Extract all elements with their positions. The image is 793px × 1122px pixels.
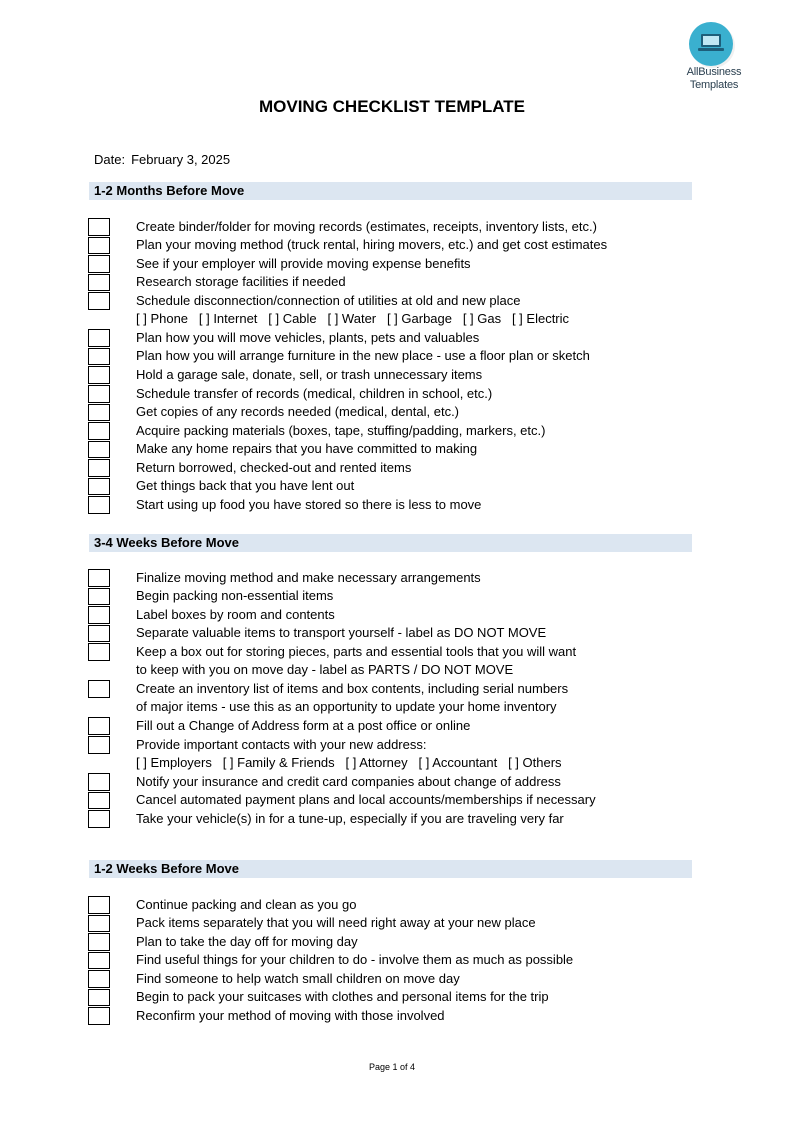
checklist-checkbox[interactable] xyxy=(88,680,110,698)
checklist-item: Finalize moving method and make necessary arrangements xyxy=(136,569,481,585)
checklist-item-continuation: to keep with you on move day - label as PARTS / DO NOT MOVE xyxy=(136,662,514,678)
checklist-checkbox[interactable] xyxy=(88,915,110,933)
checklist-checkbox[interactable] xyxy=(88,989,110,1007)
checklist-item: Get things back that you have lent out xyxy=(136,478,355,494)
date-value: February 3, 2025 xyxy=(131,152,231,167)
checklist-checkbox[interactable] xyxy=(88,329,110,347)
checklist-checkbox[interactable] xyxy=(88,237,110,255)
checklist-item: Hold a garage sale, donate, sell, or trash unnecessary items xyxy=(136,366,483,382)
checklist-item: Provide important contacts with your new address: xyxy=(136,736,427,752)
checklist-item: Pack items separately that you will need right away at your new place xyxy=(136,915,536,930)
checklist-item: Begin packing non-essential items xyxy=(136,588,334,603)
checklist-item: Take your vehicle(s) in for a tune-up, especially if you are traveling very far xyxy=(136,810,564,826)
checklist-item: Return borrowed, checked-out and rented items xyxy=(136,459,412,475)
page-title: MOVING CHECKLIST TEMPLATE xyxy=(258,97,525,116)
checklist-item: Notify your insurance and credit card companies about change of address xyxy=(136,773,561,789)
checklist-checkbox[interactable] xyxy=(88,422,110,440)
checklist-checkbox[interactable] xyxy=(88,404,110,422)
checklist-item: Separate valuable items to transport yourself - label as DO NOT MOVE xyxy=(136,625,547,641)
checklist-item: Reconfirm your method of moving with those involved xyxy=(136,1007,445,1023)
checklist-item: Plan your moving method (truck rental, hiring movers, etc.) and get cost estimates xyxy=(136,237,608,253)
checklist-checkbox[interactable] xyxy=(88,569,110,587)
checklist-item: Cancel automated payment plans and local accounts/memberships if necessary xyxy=(136,792,596,808)
date-line xyxy=(94,152,230,167)
checklist-checkbox[interactable] xyxy=(88,606,110,624)
checklist-item: Fill out a Change of Address form at a post office or online xyxy=(136,717,471,733)
section-heading: 3-4 Weeks Before Move xyxy=(89,534,692,552)
checklist-checkbox[interactable] xyxy=(88,952,110,970)
logo-line-2: Templates xyxy=(689,79,739,91)
page-footer: Page 1 of 4 xyxy=(368,1062,416,1072)
checklist-item: Plan how you will arrange furniture in the new place - use a floor plan or sketch xyxy=(136,348,590,364)
checklist-checkbox[interactable] xyxy=(88,773,110,791)
checklist-checkbox[interactable] xyxy=(88,643,110,661)
checklist-item: Begin to pack your suitcases with clothes and personal items for the trip xyxy=(136,989,549,1005)
checklist-checkbox[interactable] xyxy=(88,736,110,754)
checklist-item: Plan how you will move vehicles, plants, pets and valuables xyxy=(136,329,480,345)
checklist-item: Keep a box out for storing pieces, parts and essential tools that you will want xyxy=(136,643,577,659)
checklist-item-continuation: of major items - use this as an opportunity to update your home inventory xyxy=(136,699,557,715)
checklist-checkbox[interactable] xyxy=(88,625,110,643)
checklist-checkbox[interactable] xyxy=(88,292,110,310)
checklist-item: Find useful things for your children to do - involve them as much as possible xyxy=(136,952,574,968)
checklist-item: Create binder/folder for moving records (estimates, receipts, inventory lists, etc.) xyxy=(136,218,597,234)
checklist-item: Schedule transfer of records (medical, children in school, etc.) xyxy=(136,385,493,401)
checklist-item-continuation: [ ] Phone [ ] Internet [ ] Cable [ ] Water [ ] Garbage [ ] Gas [ ] Electric xyxy=(136,311,570,327)
checklist-checkbox[interactable] xyxy=(88,896,110,914)
checklist-checkbox[interactable] xyxy=(88,792,110,810)
logo-line-1: AllBusiness xyxy=(686,66,742,78)
section-heading: 1-2 Months Before Move xyxy=(89,182,692,200)
checklist-checkbox[interactable] xyxy=(88,385,110,403)
checklist-item: Make any home repairs that you have committed to making xyxy=(136,441,478,457)
checklist-checkbox[interactable] xyxy=(88,218,110,236)
checklist-item: Research storage facilities if needed xyxy=(136,274,346,290)
date-label: Date: xyxy=(94,152,126,167)
logo-text xyxy=(680,66,748,92)
checklist-item: Find someone to help watch small children on move day xyxy=(136,970,460,986)
checklist-checkbox[interactable] xyxy=(88,970,110,988)
section-heading: 1-2 Weeks Before Move xyxy=(89,860,692,878)
checklist-item: Continue packing and clean as you go xyxy=(136,896,357,912)
checklist-item-continuation: [ ] Employers [ ] Family & Friends [ ] Attorney [ ] Accountant [ ] Others xyxy=(136,755,562,770)
checklist-item: Get copies of any records needed (medical, dental, etc.) xyxy=(136,404,460,419)
checklist-checkbox[interactable] xyxy=(88,496,110,514)
checklist-item: Acquire packing materials (boxes, tape, stuffing/padding, markers, etc.) xyxy=(136,422,546,438)
checklist-item: Schedule disconnection/connection of utilities at old and new place xyxy=(136,292,521,308)
checklist-checkbox[interactable] xyxy=(88,459,110,477)
checklist-item: See if your employer will provide moving expense benefits xyxy=(136,255,471,271)
checklist-checkbox[interactable] xyxy=(88,1007,110,1025)
checklist-item: Create an inventory list of items and box contents, including serial numbers xyxy=(136,680,569,696)
checklist-checkbox[interactable] xyxy=(88,717,110,735)
checklist-checkbox[interactable] xyxy=(88,588,110,606)
checklist-checkbox[interactable] xyxy=(88,274,110,292)
checklist-item: Start using up food you have stored so there is less to move xyxy=(136,496,482,512)
checklist-item: Label boxes by room and contents xyxy=(136,606,335,622)
checklist-item: Plan to take the day off for moving day xyxy=(136,933,358,949)
checklist-checkbox[interactable] xyxy=(88,255,110,273)
checklist-checkbox[interactable] xyxy=(88,366,110,384)
checklist-checkbox[interactable] xyxy=(88,441,110,459)
checklist-checkbox[interactable] xyxy=(88,478,110,496)
laptop-icon xyxy=(689,22,733,66)
checklist-checkbox[interactable] xyxy=(88,933,110,951)
checklist-checkbox[interactable] xyxy=(88,810,110,828)
checklist-checkbox[interactable] xyxy=(88,348,110,366)
